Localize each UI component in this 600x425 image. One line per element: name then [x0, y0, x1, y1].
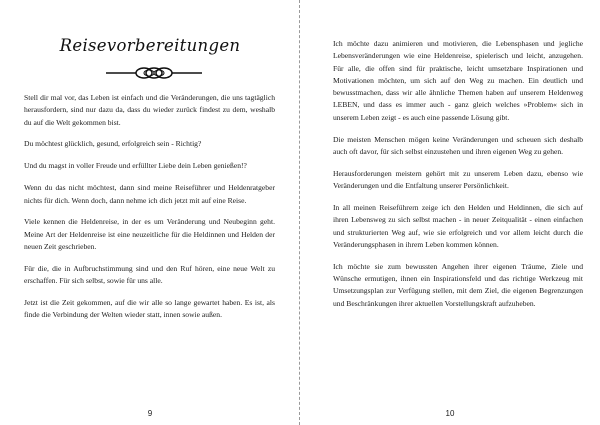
- paragraph: Wenn du das nicht möchtest, dann sind meine Reiseführer und Heldenratgeber nichts für dich. Wenn doch, dann nehme ich dich jetzt mit auf eine Reise.: [24, 183, 275, 205]
- paragraph: Die meisten Menschen mögen keine Veränderungen und scheuen sich deshalb auch oft davor, für sich selbst einzustehen und ihren eigenen Weg zu gehen.: [333, 134, 583, 156]
- right-text-column: [333, 38, 583, 320]
- paragraph: Du möchtest glücklich, gesund, erfolgreich sein - Richtig?: [24, 139, 202, 149]
- paragraph: Ich möchte sie zum bewussten Angehen ihrer eigenen Träume, Ziele und Wünsche ermutigen, ihnen ein Inspirationsfeld und das richtige Werkzeug mit Umsetzungsplan zur Verfügung stellen, mit dem Ziel, die eigenen Begrenzungen und Beschränkungen ihrer aktuellen Vorstellungskraft aufzuheben.: [333, 261, 583, 308]
- paragraph: Ich möchte dazu animieren und motivieren, die Lebensphasen und jegliche Lebensveränderungen wie eine Heldenreise, spielerisch und leicht, anzugehen. Für alle, die offen sind für praktische, leicht umsetzbare Inspirationen und Motivationen möchten, um sich auf den Weg zu machen. Ein deutlich und bewusstmachen, dass wir alle ähnliche Themen haben auf unserem Heldenweg LEBEN, und dass es immer auch - ganz gleich welches »Problem« sich in unserem Leben zeigt - es auch eine passende Lösung gibt.: [333, 39, 583, 122]
- paragraph: Und du magst in voller Freude und erfüllter Liebe dein Leben genießen!?: [24, 161, 247, 171]
- right-page: [300, 0, 600, 425]
- paragraph: Für die, die in Aufbruchstimmung sind und den Ruf hören, eine neue Welt zu erschaffen. Für sich selbst, sowie für uns alle.: [24, 263, 275, 286]
- left-text-column: [24, 92, 275, 331]
- paragraph: Jetzt ist die Zeit gekommen, auf die wir alle so lange gewartet haben. Es ist, als finde die Verbindung der Welten wieder statt, innen sowie außen.: [24, 298, 275, 320]
- knot-ornament-icon: [104, 64, 204, 82]
- paragraph: Stell dir mal vor, das Leben ist einfach und die Veränderungen, die uns tagtäglich herausfordern, sind nur dazu da, dass du wieder zurück findest zu dem, weshalb du auf die Welt gekommen bist.: [24, 93, 275, 127]
- page-number: 10: [445, 409, 455, 418]
- paragraph: Herausforderungen meistern gehört mit zu unserem Leben dazu, ebenso wie Veränderungen und die Entfaltung unserer Persönlichkeit.: [333, 168, 583, 191]
- chapter-title: Reisevorbereitungen: [59, 36, 241, 55]
- page-number: 9: [147, 409, 153, 418]
- paragraph: Viele kennen die Heldenreise, in der es um Veränderung und Neubeginn geht. Meine Art der Heldenreise ist eine neuzeitliche für die Heldinnen und Helden der neuen Zeit geschrieben.: [24, 217, 275, 252]
- paragraph: In all meinen Reiseführern zeige ich den Helden und Heldinnen, die sich auf ihren Lebensweg zu sich selbst machen - in neuer Zeitqualität - einen einfachen und strukturierten Weg auf, wie sie erfolgreich und vor allem leicht durch die Veränderungsphasen in ihrem Leben kommen können.: [333, 203, 583, 249]
